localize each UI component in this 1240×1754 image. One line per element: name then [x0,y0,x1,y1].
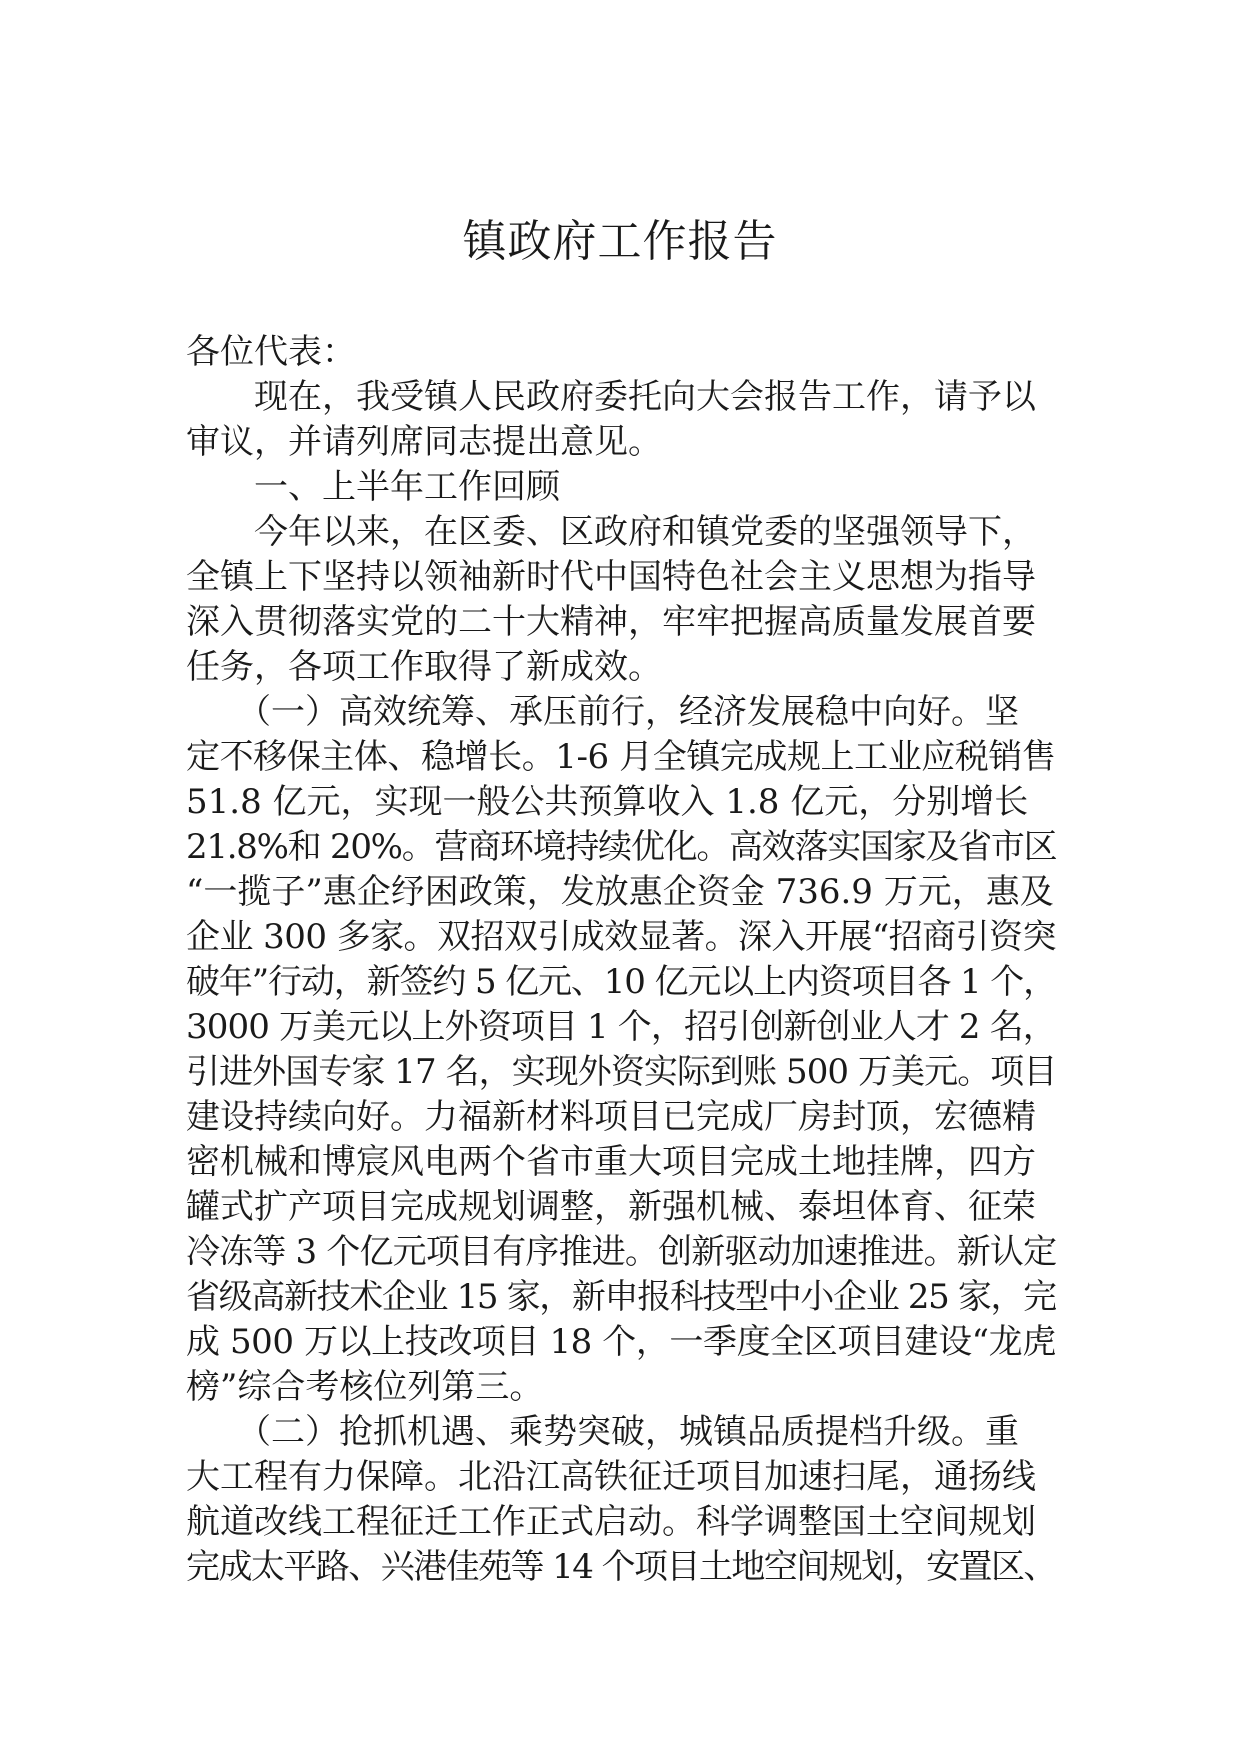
body-line: 深入贯彻落实党的二十大精神，牢牢把握高质量发展首要 [186,602,1036,642]
body-line: 省级高新技术企业 15 家，新申报科技型中小企业 25 家，完 [186,1277,1056,1317]
body-line: 现在，我受镇人民政府委托向大会报告工作，请予以 [186,377,1036,417]
body-line: 全镇上下坚持以领袖新时代中国特色社会主义思想为指导 [186,557,1036,597]
body-line: 航道改线工程征迁工作正式启动。科学调整国土空间规划 [186,1502,1036,1542]
body-line: 3000 万美元以上外资项目 1 个，招引创新创业人才 2 名， [186,1007,1056,1047]
body-line: 冷冻等 3 个亿元项目有序推进。创新驱动加速推进。新认定 [186,1232,1057,1272]
body-line: 一、上半年工作回顾 [186,467,560,507]
body-line: 破年”行动，新签约 5 亿元、10 亿元以上内资项目各 1 个， [186,962,1056,1002]
body-line: （一）高效统筹、承压前行，经济发展稳中向好。坚 [186,692,1019,732]
body-line: 51.8 亿元，实现一般公共预算收入 1.8 亿元，分别增长 [186,782,1029,822]
body-line: 密机械和博宸风电两个省市重大项目完成土地挂牌，四方 [186,1142,1036,1182]
body-line: 引进外国专家 17 名，实现外资实际到账 500 万美元。项目 [186,1052,1057,1092]
document-title: 镇政府工作报告 [462,216,778,267]
body-line: 完成太平路、兴港佳苑等 14 个项目土地空间规划，安置区、 [186,1547,1056,1587]
body-line: 21.8%和 20%。营商环境持续优化。高效落实国家及省市区 [186,827,1057,867]
body-line: 今年以来，在区委、区政府和镇党委的坚强领导下， [186,512,1036,552]
body-line: （二）抢抓机遇、乘势突破，城镇品质提档升级。重 [186,1412,1019,1452]
body-line: 榜”综合考核位列第三。 [186,1367,544,1407]
document-body [186,330,1056,1590]
body-line: 大工程有力保障。北沿江高铁征迁项目加速扫尾，通扬线 [186,1457,1036,1497]
body-line: 各位代表： [186,332,356,372]
body-line: 建设持续向好。力福新材料项目已完成厂房封顶，宏德精 [186,1097,1036,1137]
body-line: 审议，并请列席同志提出意见。 [186,422,662,462]
body-line: 罐式扩产项目完成规划调整，新强机械、泰坦体育、征荣 [186,1187,1036,1227]
body-line: 任务，各项工作取得了新成效。 [186,647,662,687]
body-line: 企业 300 多家。双招双引成效显著。深入开展“招商引资突 [186,917,1056,957]
body-line: “一揽子”惠企纾困政策，发放惠企资金 736.9 万元，惠及 [186,872,1054,912]
body-line: 成 500 万以上技改项目 18 个，一季度全区项目建设“龙虎 [186,1322,1056,1362]
body-line: 定不移保主体、稳增长。1-6 月全镇完成规上工业应税销售 [186,737,1056,777]
